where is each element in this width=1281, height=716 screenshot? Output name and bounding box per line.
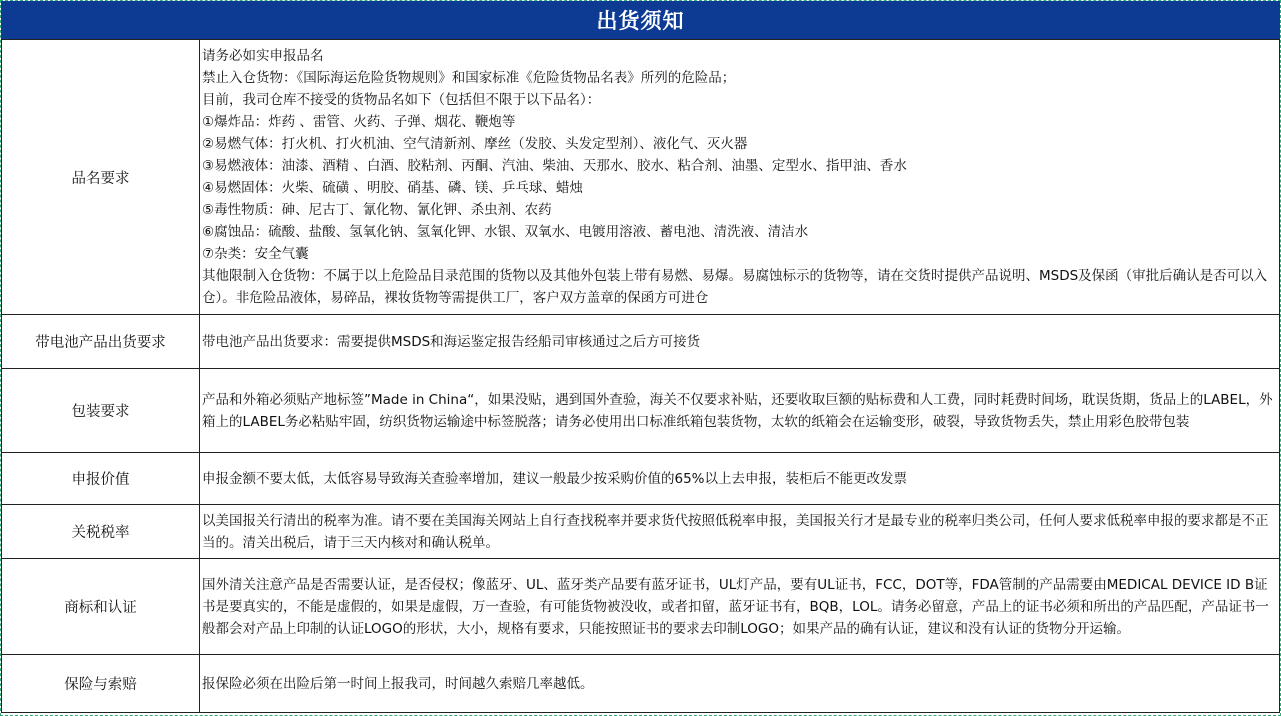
row-label: 商标和认证 — [2, 559, 200, 655]
page-title: 出货须知 — [1, 1, 1280, 39]
row-label: 带电池产品出货要求 — [2, 315, 200, 369]
row-content — [200, 40, 1280, 315]
content-line: 禁止入仓货物：《国际海运危险货物规则》和国家标准《危险货物品名表》所列的危险品； — [202, 70, 736, 86]
content-line: ②易燃气体：打火机、打火机油、空气清新剂、摩丝（发胶、头发定型剂）、液化气、灭火器 — [202, 136, 748, 152]
row-label: 包装要求 — [2, 369, 200, 453]
row-label: 关税税率 — [2, 505, 200, 559]
content-paragraph: 申报金额不要太低，太低容易导致海关查验率增加，建议一般最少按采购价值的65%以上去申报，装柜后不能更改发票 — [202, 470, 908, 487]
row-content — [200, 453, 1280, 505]
table-row — [2, 505, 1280, 559]
content-line: ④易燃固体：火柴、硫磺 、明胶、硝基、磷、镁、乒乓球、蜡烛 — [202, 180, 583, 196]
content-line: ③易燃液体：油漆、酒精 、白酒、胶粘剂、丙酮、汽油、柴油、天那水、胶水、粘合剂、油墨、定型水、指甲油、香水 — [202, 158, 907, 174]
content-line: ①爆炸品：炸药 、雷管、火药、子弹、烟花、鞭炮等 — [202, 114, 516, 130]
table-row — [2, 40, 1280, 315]
table-row — [2, 559, 1280, 655]
table-row — [2, 315, 1280, 369]
content-paragraph: 其他限制入仓货物：不属于以上危险品目录范围的货物以及其他外包装上带有易燃、易爆。易腐蚀标示的货物等，请在交货时提供产品说明、MSDS及保函（审批后确认是否可以入仓）。非危险品液体，易碎品，裸妆货物等需提供工厂，客户双方盖章的保函方可进仓 — [202, 268, 1268, 306]
content-paragraph: 产品和外箱必须贴产地标签”Made in China“，如果没贴，遇到国外查验，海关不仅要求补贴，还要收取巨额的贴标费和人工费，同时耗费时间场，耽误货期，货品上的LABEL，外箱上的LABEL务必粘贴牢固，纺织货物运输途中标签脱落；请务必使用出口标准纸箱包装货物，太软的纸箱会在运输变形，破裂，导致货物丢失，禁止用彩色胶带包装 — [202, 391, 1273, 430]
content-paragraph: 报保险必须在出险后第一时间上报我司，时间越久索赔几率越低。 — [202, 675, 594, 692]
row-content — [200, 315, 1280, 369]
row-label: 保险与索赔 — [2, 655, 200, 713]
content-line: 请务必如实申报品名 — [202, 48, 324, 64]
row-content — [200, 655, 1280, 713]
table-row — [2, 453, 1280, 505]
row-content — [200, 505, 1280, 559]
content-paragraph: 带电池产品出货要求：需要提供MSDS和海运鉴定报告经船司审核通过之后方可接货 — [202, 333, 701, 350]
row-content — [200, 369, 1280, 453]
row-content — [200, 559, 1280, 655]
table-row — [2, 655, 1280, 713]
content-line: ⑦杂类：安全气囊 — [202, 246, 309, 262]
notice-table — [1, 39, 1280, 713]
table-row — [2, 369, 1280, 453]
content-paragraph: 以美国报关行清出的税率为准。请不要在美国海关网站上自行查找税率并要求货代按照低税率申报，美国报关行才是最专业的税率归类公司，任何人要求低税率申报的要求都是不正当的。清关出税后，请于三天内核对和确认税单。 — [202, 512, 1269, 551]
content-line: 目前，我司仓库不接受的货物品名如下（包括但不限于以下品名）： — [202, 92, 601, 108]
row-label: 品名要求 — [2, 40, 200, 315]
content-paragraph: 国外清关注意产品是否需要认证，是否侵权；像蓝牙、UL、蓝牙类产品要有蓝牙证书，UL灯产品，要有UL证书，FCC，DOT等，FDA管制的产品需要由MEDICAL DEVICE ID B证书是要真实的，不能是虚假的，如果是虚假，万一查验，有可能货物被没收，或者扣留，蓝牙证书有，BQB，LOL。请务必留意，产品上的证书必须和所出的产品匹配，产品证书一般都会对产品上印制的认证LOGO的形状，大小，规格有要求，只能按照证书的要求去印制LOGO；如果产品的确有认证，建议和没有认证的货物分开运输。 — [202, 576, 1269, 637]
content-line: ⑥腐蚀品：硫酸、盐酸、氢氧化钠、氢氧化钾、水银、双氧水、电镀用溶液、蓄电池、清洗液、清洁水 — [202, 224, 809, 240]
row-label: 申报价值 — [2, 453, 200, 505]
content-line: ⑤毒性物质：砷、尼古丁、氰化物、氰化钾、杀虫剂、农药 — [202, 202, 552, 218]
